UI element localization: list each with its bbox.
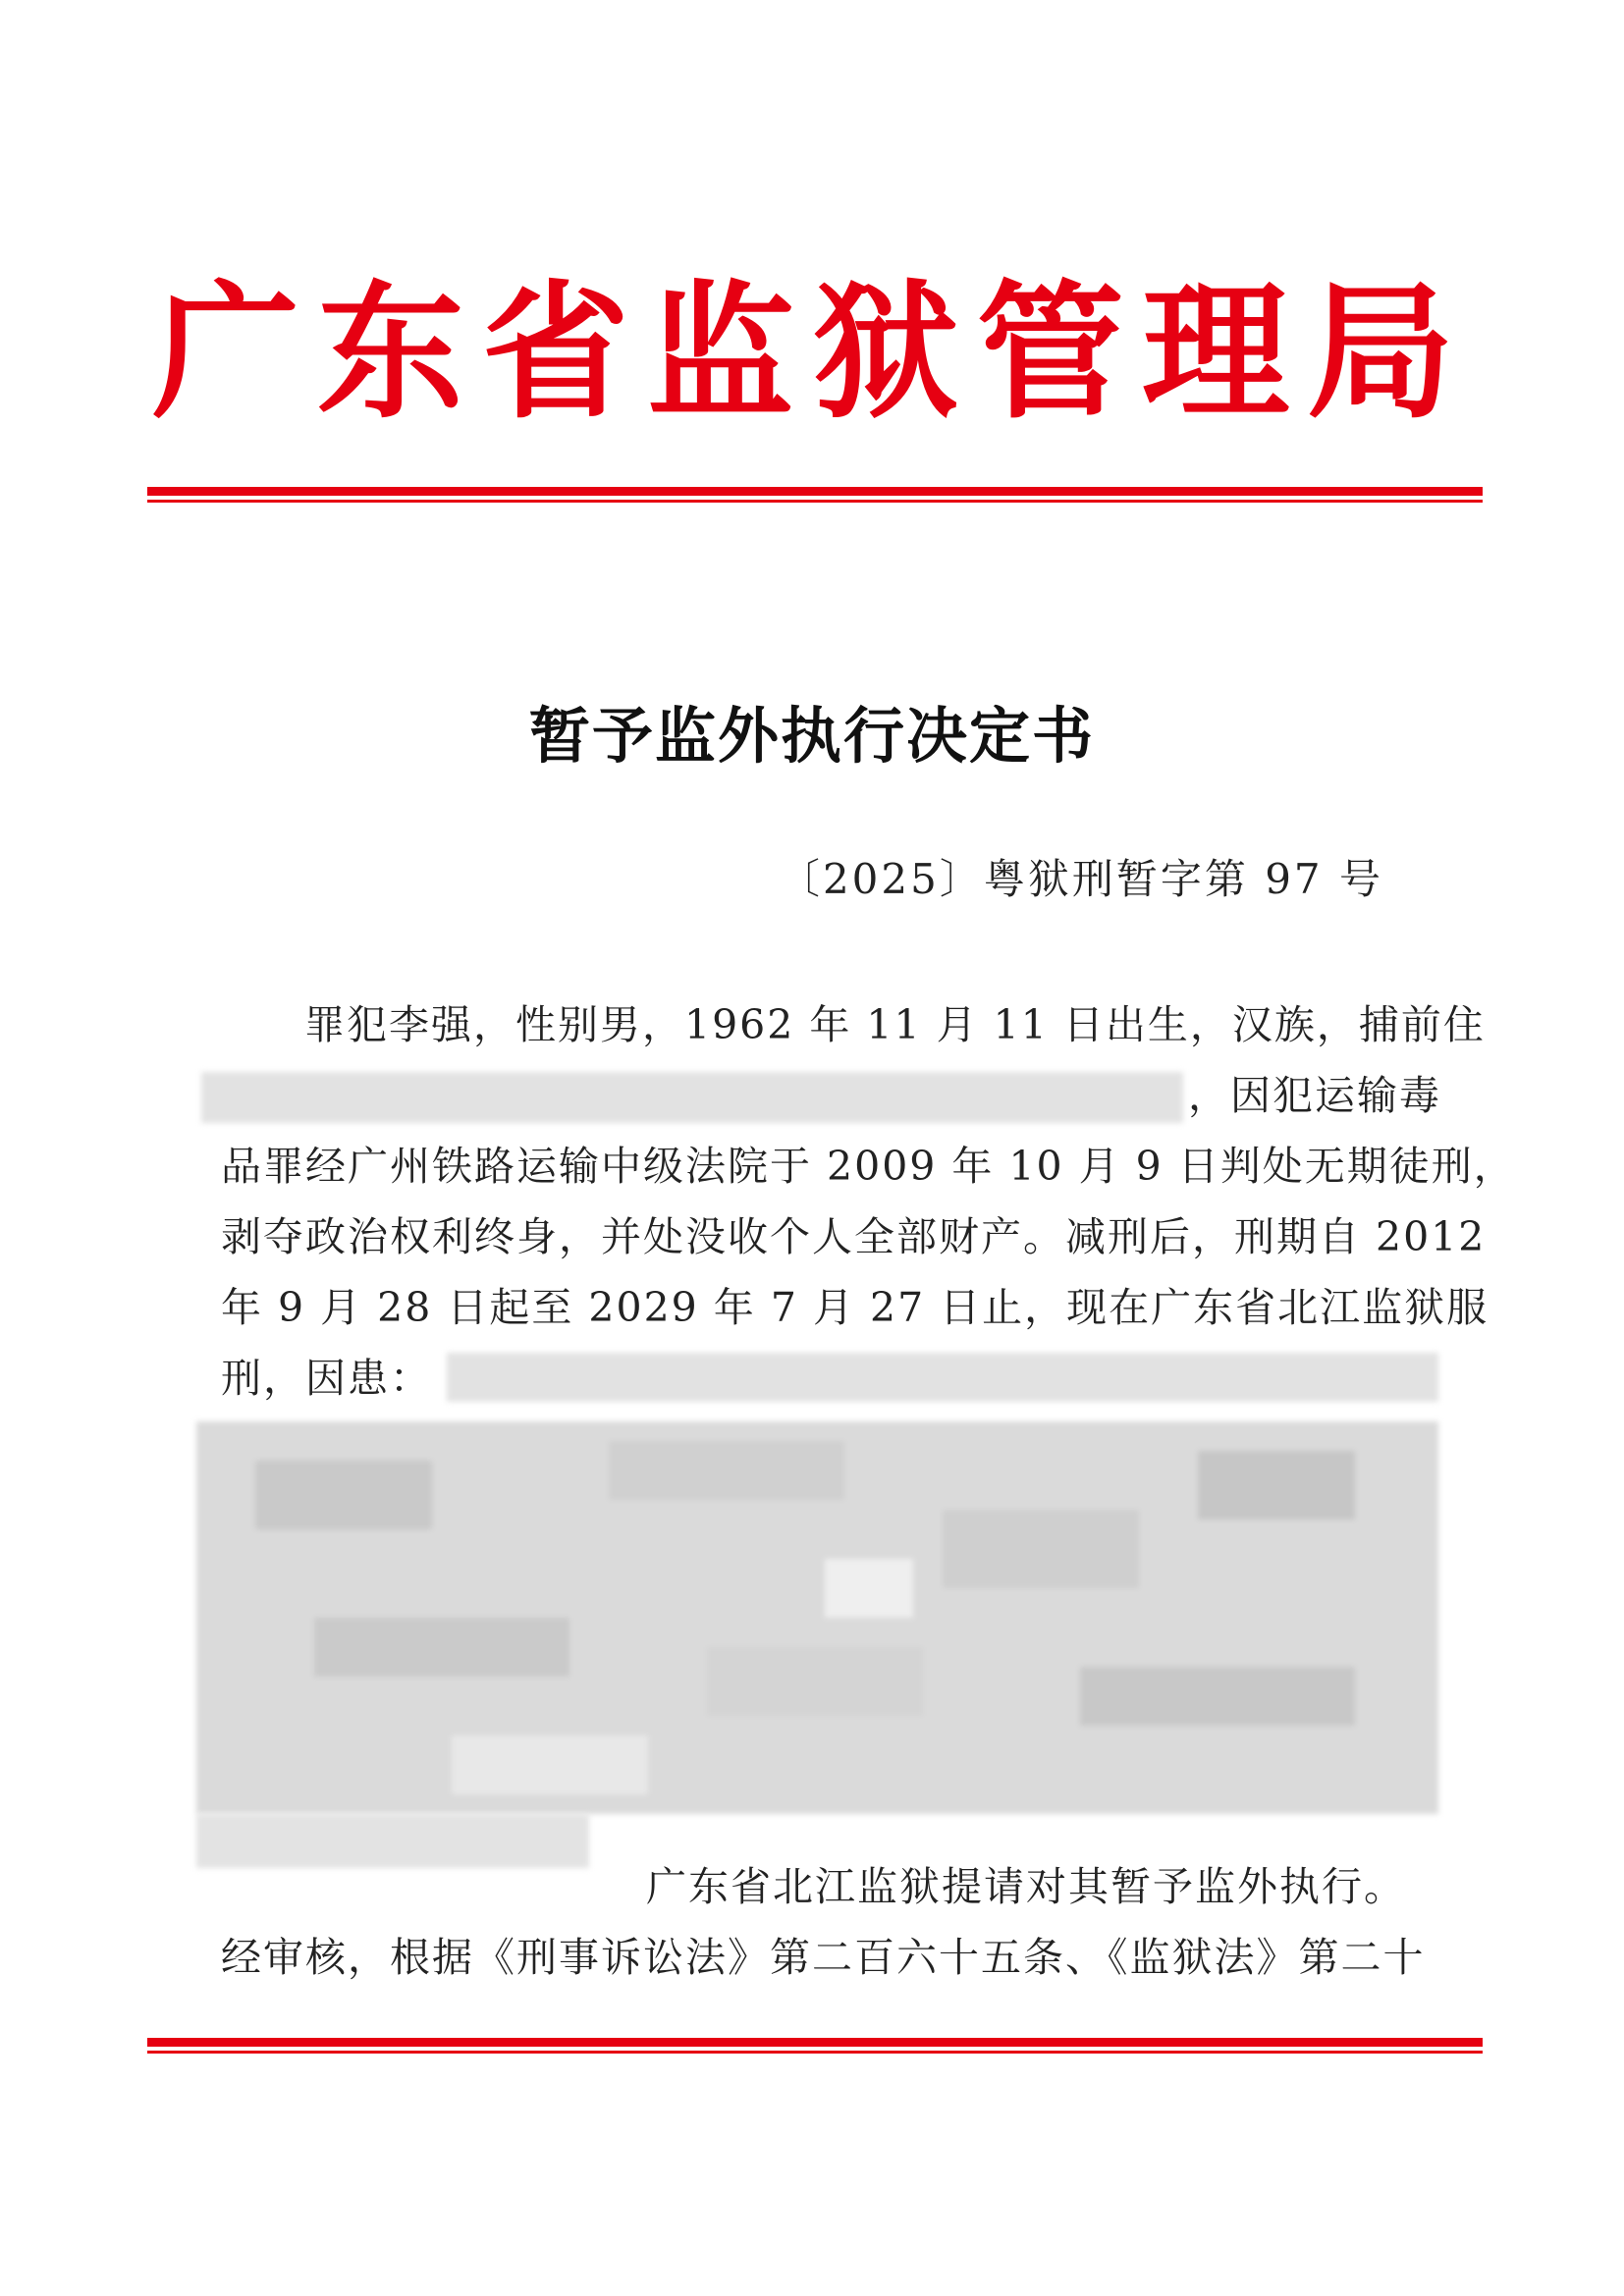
footer-divider [147, 2038, 1483, 2054]
header-divider [147, 487, 1483, 503]
redacted-address [201, 1072, 1183, 1123]
redacted-medical-details-end [196, 1814, 589, 1868]
body-line-7-tail: 广东省北江监狱提请对其暂予监外执行。 [646, 1863, 1406, 1910]
issuing-authority-masthead: 广东省监狱管理局 [151, 268, 1472, 439]
body-line-1: 罪犯李强，性别男，1962 年 11 月 11 日出生，汉族，捕前住 [304, 1001, 1486, 1048]
document-title: 暂予监外执行决定书 [528, 700, 1095, 772]
redacted-medical-details [196, 1421, 1438, 1814]
body-line-3: 品罪经广州铁路运输中级法院于 2009 年 10 月 9 日判处无期徒刑， [221, 1143, 1516, 1190]
body-line-5: 年 9 月 28 日起至 2029 年 7 月 27 日止，现在广东省北江监狱服 [221, 1284, 1489, 1331]
body-line-6-head: 刑，因患： [221, 1355, 432, 1402]
document-number: 〔2025〕粤狱刑暂字第 97 号 [778, 855, 1383, 903]
body-line-8: 经审核，根据《刑事诉讼法》第二百六十五条、《监狱法》第二十 [221, 1934, 1426, 1981]
redacted-illness [447, 1353, 1438, 1402]
body-line-4: 剥夺政治权利终身，并处没收个人全部财产。减刑后，刑期自 2012 [221, 1213, 1487, 1260]
body-line-2-tail: ，因犯运输毒 [1188, 1072, 1441, 1119]
